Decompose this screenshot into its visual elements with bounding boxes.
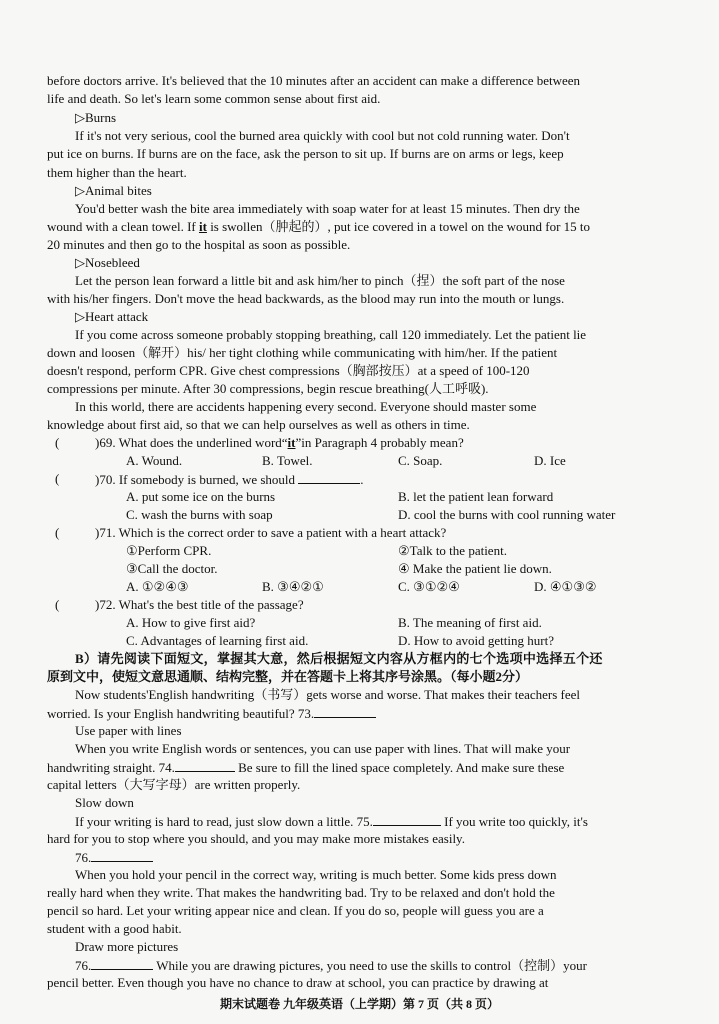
page-footer: 期末试题卷 九年级英语（上学期）第 7 页（共 8 页） bbox=[219, 997, 499, 1011]
underlined-word: it bbox=[287, 435, 296, 450]
text-line: Let the person lean forward a little bit and ask him/her to pinch（捏）the soft part of the nose bbox=[75, 273, 565, 288]
text-line: life and death. So let's learn some common sense about first aid. bbox=[47, 91, 381, 106]
text-line: student with a good habit. bbox=[47, 921, 182, 936]
text-line: If your writing is hard to read, just slow down a little. 75. If you write too quickly, it's bbox=[75, 814, 588, 829]
option: C. ③①②④ bbox=[398, 579, 460, 594]
text-line: before doctors arrive. It's believed that the 10 minutes after an accident can make a difference between bbox=[47, 73, 581, 88]
option: B. Towel. bbox=[262, 453, 313, 468]
subheading-slow-down: Slow down bbox=[75, 795, 134, 810]
answer-paren: ( bbox=[55, 597, 60, 612]
underlined-word: it bbox=[198, 219, 207, 234]
text-line: handwriting straight. 74. Be sure to fill the lined space completely. And make sure these bbox=[47, 760, 565, 775]
answer-blank-76b bbox=[91, 956, 153, 970]
section-heading-burns: ▷Burns bbox=[75, 110, 117, 125]
question-71-stem: )71. Which is the correct order to save a patient with a heart attack? bbox=[95, 525, 447, 540]
option: A. Wound. bbox=[126, 453, 183, 468]
question-70-stem: )70. If somebody is burned, we should . bbox=[95, 472, 364, 487]
option: D. How to avoid getting hurt? bbox=[398, 633, 554, 648]
option: B. The meaning of first aid. bbox=[398, 615, 542, 630]
text-line: doesn't respond, perform CPR. Give chest compressions（胸部按压）at a speed of 100-120 bbox=[47, 363, 530, 378]
option: A. put some ice on the burns bbox=[126, 489, 276, 504]
option: D. ④①③② bbox=[534, 579, 597, 594]
section-heading-heart-attack: ▷Heart attack bbox=[75, 309, 149, 324]
text-line: knowledge about first aid, so that we can help ourselves as well as others in time. bbox=[47, 417, 470, 432]
step: ①Perform CPR. bbox=[126, 543, 212, 558]
option: A. ①②④③ bbox=[126, 579, 189, 594]
answer-paren: ( bbox=[55, 471, 60, 486]
subheading-use-paper: Use paper with lines bbox=[75, 723, 182, 738]
text-line: 20 minutes and then go to the hospital as soon as possible. bbox=[47, 237, 351, 252]
text-line: You'd better wash the bite area immediately with soap water for at least 15 minutes. Then dry the bbox=[75, 201, 580, 216]
answer-blank-76 bbox=[91, 848, 153, 862]
answer-blank bbox=[298, 470, 360, 484]
text-line: If it's not very serious, cool the burned area quickly with cool but not cold running water. Don't bbox=[75, 128, 570, 143]
text-line: down and loosen（解开）his/ her tight clothing while communicating with him/her. If the patient bbox=[47, 345, 558, 360]
text-line: Now students'English handwriting（书写）gets worse and worse. That makes their teachers feel bbox=[75, 687, 581, 702]
option: D. cool the burns with cool running water bbox=[398, 507, 616, 522]
option: C. Advantages of learning first aid. bbox=[126, 633, 309, 648]
answer-paren: ( bbox=[55, 525, 60, 540]
text-line: When you hold your pencil in the correct way, writing is much better. Some kids press down bbox=[75, 867, 557, 882]
text-line: pencil better. Even though you have no chance to draw at school, you can practice by drawing at bbox=[47, 975, 549, 990]
answer-paren: ( bbox=[55, 435, 60, 450]
answer-blank-74 bbox=[175, 758, 235, 772]
section-heading-animal-bites: ▷Animal bites bbox=[75, 183, 152, 198]
text-line: them higher than the heart. bbox=[47, 165, 187, 180]
section-heading-nosebleed: ▷Nosebleed bbox=[75, 255, 140, 270]
option: B. ③④②① bbox=[262, 579, 324, 594]
option: B. let the patient lean forward bbox=[398, 489, 554, 504]
text-line: If you come across someone probably stopping breathing, call 120 immediately. Let the patient lie bbox=[75, 327, 587, 342]
text-line: hard for you to stop where you should, and you may make more mistakes easily. bbox=[47, 831, 465, 846]
text-line: pencil so hard. Let your writing appear nice and clean. If you do so, people will guess you are a bbox=[47, 903, 544, 918]
step: ③Call the doctor. bbox=[126, 561, 218, 576]
option: D. Ice bbox=[534, 453, 566, 468]
text-line: wound with a clean towel. If it is swollen（肿起的）, put ice covered in a towel on the wound for 15 to bbox=[47, 219, 591, 234]
section-b-instructions: B）请先阅读下面短文，掌握其大意，然后根据短文内容从方框内的七个选项中选择五个还 bbox=[75, 651, 603, 666]
option: A. How to give first aid? bbox=[126, 615, 256, 630]
text-line: When you write English words or sentences, you can use paper with lines. That will make your bbox=[75, 741, 571, 756]
answer-slot-76: 76. bbox=[75, 848, 719, 866]
text-line: capital letters（大写字母）are written properly. bbox=[47, 777, 301, 792]
text-line: put ice on burns. If burns are on the face, ask the person to sit up. If burns are on arms or legs, keep bbox=[47, 146, 564, 161]
section-b-instructions: 原到文中，使短文意思通顺、结构完整，并在答题卡上将其序号涂黑。（每小题2分） bbox=[47, 669, 529, 684]
question-72-stem: )72. What's the best title of the passage? bbox=[95, 597, 304, 612]
step: ④ Make the patient lie down. bbox=[398, 561, 552, 576]
question-69-stem: )69. What does the underlined word“it”in Paragraph 4 probably mean? bbox=[95, 435, 464, 450]
text-line: really hard when they write. That makes the handwriting bad. Try to be relaxed and don't hold the bbox=[47, 885, 555, 900]
option: C. Soap. bbox=[398, 453, 443, 468]
step: ②Talk to the patient. bbox=[398, 543, 507, 558]
text-line: 76. While you are drawing pictures, you need to use the skills to control（控制）your bbox=[75, 958, 587, 973]
answer-blank-73 bbox=[314, 704, 376, 718]
subheading-draw-pictures: Draw more pictures bbox=[75, 939, 179, 954]
text-line: worried. Is your English handwriting beautiful? 73. bbox=[47, 704, 719, 722]
text-line: compressions per minute. After 30 compressions, begin rescue breathing(人工呼吸). bbox=[47, 381, 489, 396]
option: C. wash the burns with soap bbox=[126, 507, 273, 522]
text-line: In this world, there are accidents happening every second. Everyone should master some bbox=[75, 399, 537, 414]
answer-blank-75 bbox=[373, 812, 441, 826]
text-line: with his/her fingers. Don't move the head backwards, as the blood may run into the mouth or lungs. bbox=[47, 291, 565, 306]
